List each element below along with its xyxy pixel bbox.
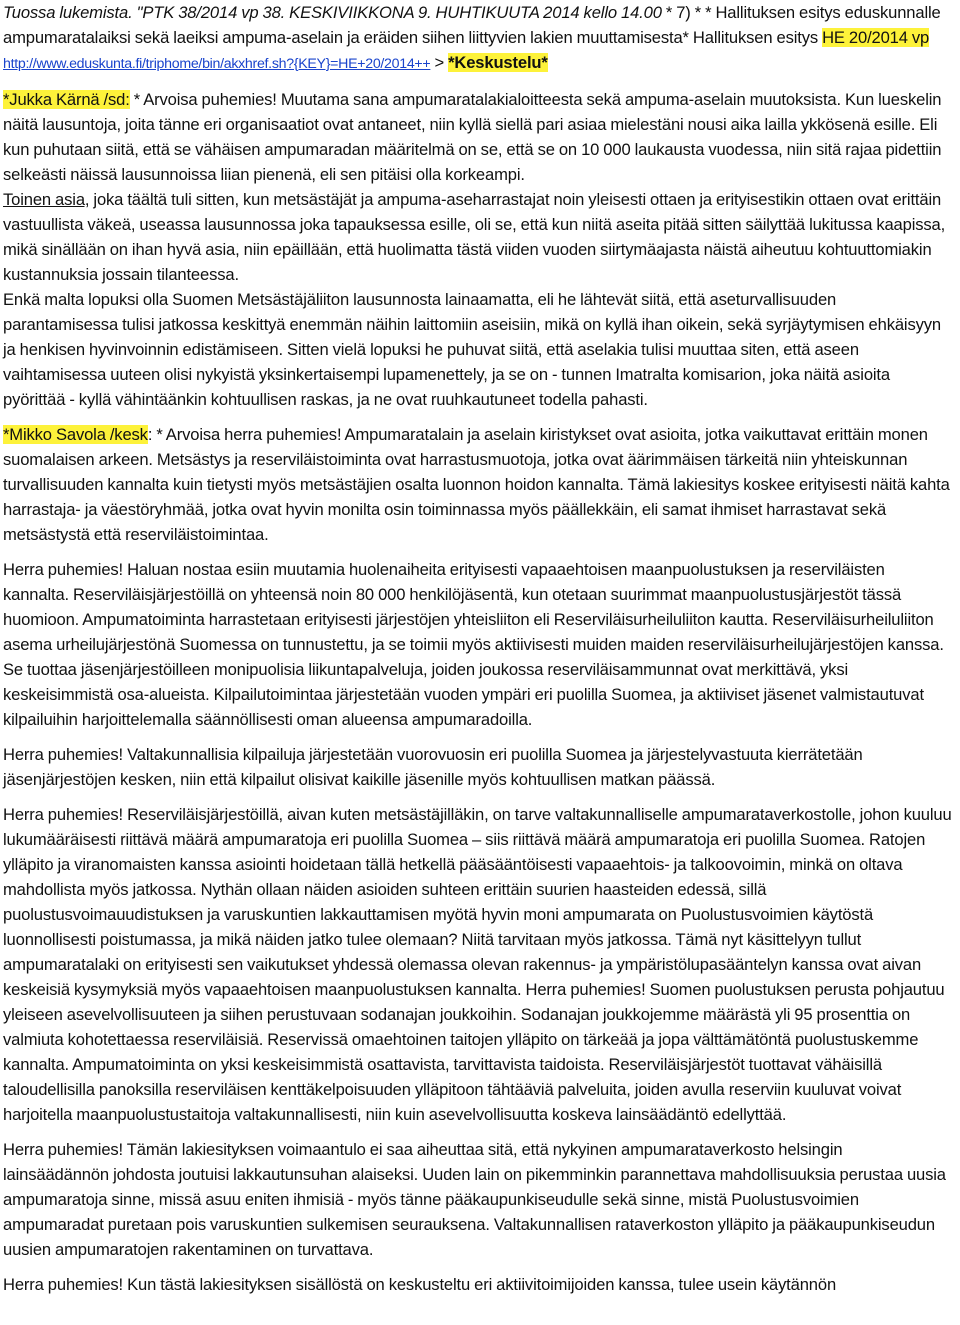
source-reference: Tuossa lukemista. "PTK 38/2014 vp 38. KESKIVIIKKONA 9. HUHTIKUUTA 2014 kello 14.00 (3, 3, 662, 22)
speech-savola-p2: Herra puhemies! Haluan nostaa esiin muutamia huolenaiheita erityisesti vapaaehtoisen maanpuolustuksen ja reserviläisten kannalta. Reserviläisjärjestöillä on yhteensä noin 80 000 henkilöjäsentä, kun otetaan suurimmat maanpuolustusjärjestöt tässä huomioon. Ampumatoiminta harrastetaan erityisesti järjestöjen yhteisliiton eli Reserviläisurheiluliiton kautta. Reserviläisurheiluliiton asema urheilujärjestönä Suomessa on tunnustettu, ja se toimii myös aktiivisesti muiden maiden reserviläisurheilujärjestöjen kanssa. Se tuottaa jäsenjärjestöilleen monipuolisia liikuntapalveluja, joiden joukossa reserviläisammunnat ovat merkittävä, yksi keskeisimmistä osa-alueista. Kilpailutoimintaa järjestetään vuoden ympäri eri puolilla Suomea, ja aktiiviset jäsenet valmistautuvat kilpailuihin harjoittelemalla säännöllisesti oman alueensa ampumaradoilla. (3, 560, 944, 729)
speech-savola-p3: Herra puhemies! Valtakunnallisia kilpailuja järjestetään vuorovuosin eri puolilla Suomea ja järjestelyvastuuta kierrätetään jäsenjärjestöjen kesken, niin että kilpailut olisivat kaikille jäsenille myös kohtuullisen matkan päässä. (3, 745, 863, 789)
underlined-lead: Toinen asia, (3, 190, 90, 209)
intro-paragraph (3, 0, 952, 77)
speech-savola-p6: Herra puhemies! Kun tästä lakiesityksen sisällöstä on keskusteltu eri aktiivitoimijoiden kanssa, tulee usein käytännön (3, 1275, 837, 1294)
speech-karna-p1 (3, 87, 952, 187)
discussion-label: *Keskustelu* (448, 53, 548, 72)
speech-karna-p2-text: joka täältä tuli sitten, kun metsästäjät ja ampuma-aseharrastajat noin yleisesti ottaen ja erityisestikin ottaen ovat erittäin vastuullista väkeä, useassa lausunnossa joka tapauksessa esille, oli se, että kun niitä aseita pitää sitten säilyttää lukitussa kaapissa, mikä sinällään on ihan hyvä asia, niin epäillään, että huolimatta tästä viiden vuoden siirtymäajasta näistä aiheutuu kohtuuttomiakin kustannuksia jossain tilanteessa. (3, 190, 946, 284)
speech-savola-p4: Herra puhemies! Reserviläisjärjestöillä, aivan kuten metsästäjilläkin, on tarve valtakunnalliselle ampumarataverkostolle, johon kuuluu lukumääräisesti riittävä määrä ampumaratoja eri puolilla Suomea – siis riittävä määrä ampumaratoja eri puolilla Suomea. Ratojen ylläpito ja viranomaisten kanssa asiointi hoidetaan tällä hetkellä pääsääntöisesti vapaaehtois- ja talkoovoimin, minkä on oltava mahdollista myös jatkossa. Nythän ollaan näiden asioiden suhteen erittäin suurien haasteiden edessä, sillä puolustusvoimauudistuksen ja varuskuntien lakkauttamisen myötä hyvin moni ampumarata on Puolustusvoimien käytöstä luonnollisesti poistumassa, ja mikä näiden jatko tulee olemaan? Niitä tarvitaan myös jatkossa. Tämä nyt käsittelyyn tullut ampumaratalaki on erityisesti sen vaikutukset yhdessä olemassa olevan rakennus- ja ympäristölupasääntelyn kanssa ovat aivan keskeisiä kysymyksiä myös vapaaehtoisen maanpuolustuksen kannalta. Herra puhemies! Suomen puolustuksen perusta pohjautuu yleiseen asevelvollisuuteen ja siihen perustuvaan sodanajan joukkoihin. Sodanajan joukkojemme määrästä yli 95 prosenttia on valmiuta kohotettaessa reserviläisiä. Reservissä omaehtoinen taitojen ylläpito on tärkeää ja jopa välttämätöntä puolustuskemme kannalta. Ampumatoiminta on yksi keskeisimmistä osattavista, tarvittavista taidoista. Reserviläisjärjestöt tuottavat vähäisillä taloudellisilla panoksilla reserviläisen kenttäkelpoisuuden ylläpitoon tähtääviä palveluita, joiden avulla reserviin kuuluvat voivat harjoitella maanpuolustustaitoja valtakunnallisesti, niin kuin asevelvollisuutta koskeva lainsäädäntö edellyttää. (3, 805, 952, 1124)
speaker-savola: *Mikko Savola /kesk (3, 425, 148, 444)
speech-savola-p5: Herra puhemies! Tämän lakiesityksen voimaantulo ei saa aiheuttaa sitä, että nykyinen ampumarataverkosto helsingin lainsäädännön johdosta joutuisi lakkautunsuhan alaiseksi. Uuden lain on pikemminkin parannettava mahdollisuuksia perustaa uusia ampumaratoja sinne, missä asuu eniten ihmisiä - myös tänne pääkaupunkiseudulle sekä sinne, mistä Puolustusvoimien ampumaradat puretaan pois varuskuntien sulkemisen seurauksena. Valtakunnallisen rataverkoston ylläpito ja pääkaupunkiseudun uusien ampumaratojen rakentaminen on turvattava. (3, 1140, 946, 1259)
speech-karna-p2 (3, 187, 952, 287)
speech-savola-text: : * Arvoisa herra puhemies! Ampumaratalain ja aselain kiristykset ovat asioita, jotka vaikuttavat erittäin monen suomalaisen arkeen. Metsästys ja reserviläistoiminta ovat harrastusmuotoja, jotka ovat äärimmäisen tärkeitä niin yhteiskunnan turvallisuuden kannalta kuin tietysti myös metsästäjien osalta luonnon hoidon kannalta. Tämä lakiesitys koskee erityisesti näitä kahta harrastaja- ja väestöryhmää, jotka ovat hyvin monilta osin toiminnassa myös päällekkäin, eli samat ihmiset harrastavat sekä metsästystä että reserviläistoimintaa. (3, 425, 950, 544)
agenda-text: * 7) * * Hallituksen esitys eduskunnalle ampumaratalaiksi sekä laeiksi ampuma-aselain ja eräiden siihen liittyvien lakien muuttamisesta* Hallituksen esitys (3, 3, 941, 47)
eduskunta-link[interactable]: http://www.eduskunta.fi/triphome/bin/akxhref.sh?{KEY}=HE+20/2014++ (3, 56, 431, 72)
he-number-highlight: HE 20/2014 vp (822, 28, 930, 47)
speech-karna-text: * Arvoisa puhemies! Muutama sana ampumaratalakialoitteesta sekä ampuma-aselain muutoksista. Kun lueskelin näitä lausuntoja, joita tänne eri organisaatiot ovat antaneet, niin kyllä siellä pari asiaa mielestäni nousi aika lailla ykkösenä esille. Eli kun puhutaan siitä, että se vähäisen ampumaradan määritelmä on se, että se on 10 000 laukausta vuodessa, niin sitä rajaa pidettiin selkeästi näissä lausunnoissa liian pienenä, eli sen pitäisi olla korkeampi. (3, 90, 942, 184)
arrow-separator: > (430, 53, 449, 72)
speaker-karna: *Jukka Kärnä /sd: (3, 90, 130, 109)
speech-savola-p1 (3, 422, 952, 547)
speech-karna-p3: Enkä malta lopuksi olla Suomen Metsästäjäliiton lausunnosta lainaamatta, eli he lähtevät siitä, että aseturvallisuuden parantamisessa tulisi jatkossa keskittyä enemmän näihin laittomiin aseisiin, mikä on kyllä ihan oikein, sekä syrjäytymisen ehkäisyyn ja henkisen hyvinvoinnin edistämiseen. Sitten vielä lopuksi he puhuvat siitä, että aselakia tulisi muuttaa siten, että aseen vaihtamisessa uuteen olisi nykyistä yksinkertaisempi lupamenettely, ja se on - tunnen Imatralta komisarion, joka näitä asioita pyörittää - kyllä vähintäänkin kohtuullisen raskas, ja ne ovat ruuhkautuneet todella pahasti. (3, 290, 941, 409)
